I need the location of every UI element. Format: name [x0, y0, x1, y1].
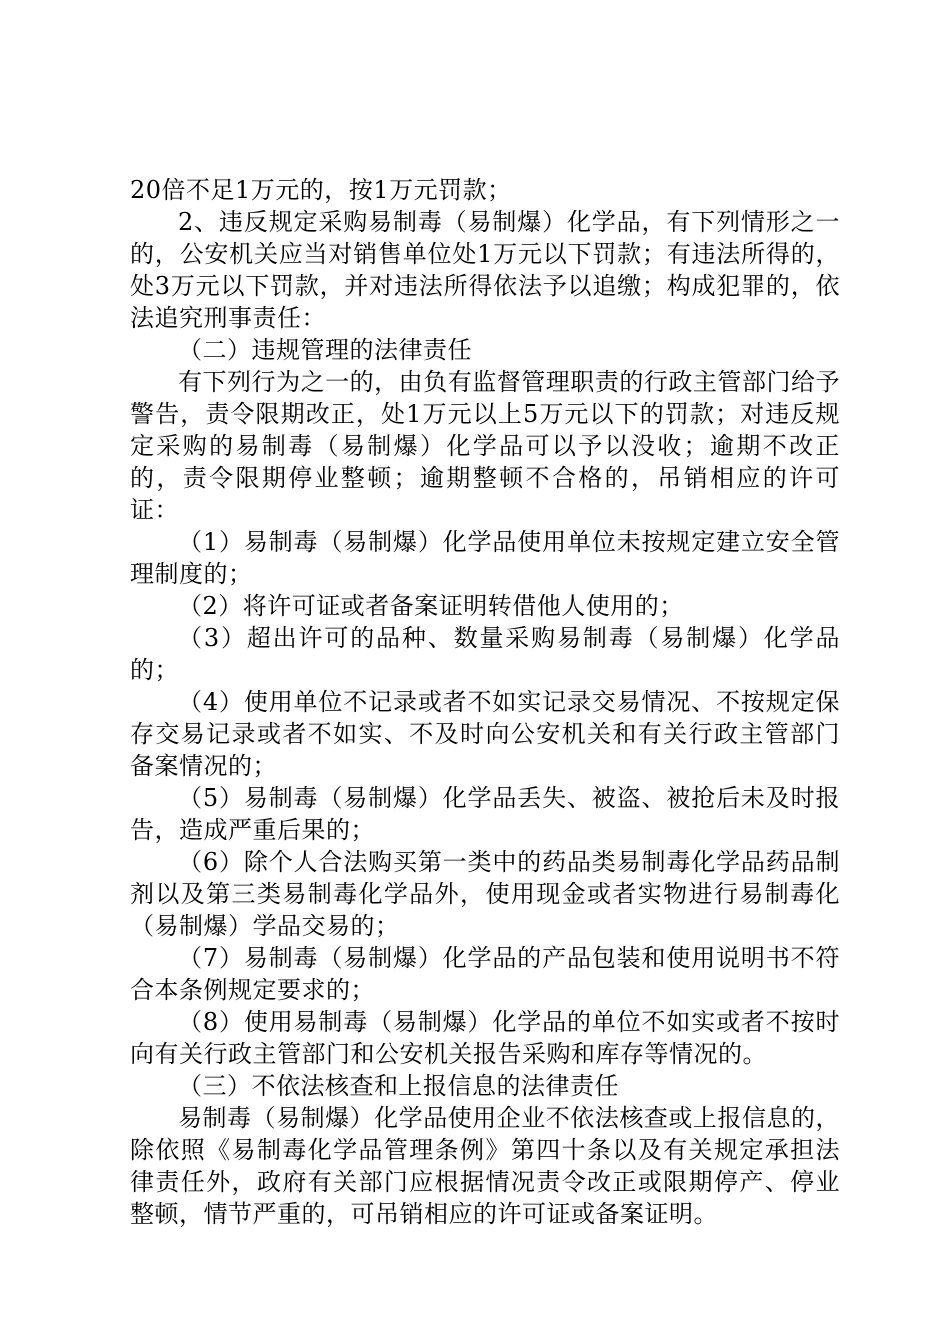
- list-item-3: （3）超出许可的品种、数量采购易制毒（易制爆）化学品的；: [130, 624, 840, 684]
- list-item-6: （6）除个人合法购买第一类中的药品类易制毒化学品药品制剂以及第三类易制毒化学品外，使用现金或者实物进行易制毒化（易制爆）学品交易的；: [130, 848, 840, 940]
- paragraph-continuation: 20倍不足1万元的，按1万元罚款；: [130, 176, 512, 204]
- list-item-1: （1）易制毒（易制爆）化学品使用单位未按规定建立安全管理制度的；: [130, 528, 840, 588]
- paragraph-intro: 有下列行为之一的，由负有监督管理职责的行政主管部门给予警告，责令限期改正，处1万元以上5万元以下的罚款；对违反规定采购的易制毒（易制爆）化学品可以予以没收；逾期不改正的，责令限期停业整顿；逾期整顿不合格的，吊销相应的许可证：: [130, 368, 840, 524]
- section-heading-3: （三）不依法核查和上报信息的法律责任: [178, 1072, 619, 1100]
- list-item-8: （8）使用易制毒（易制爆）化学品的单位不如实或者不按时向有关行政主管部门和公安机关报告采购和库存等情况的。: [130, 1008, 840, 1068]
- paragraph-item-2: 2、违反规定采购易制毒（易制爆）化学品，有下列情形之一的，公安机关应当对销售单位处1万元以下罚款；有违法所得的，处3万元以下罚款，并对违法所得依法予以追缴；构成犯罪的，依法追究刑事责任：: [130, 208, 840, 332]
- section-heading-2: （二）违规管理的法律责任: [178, 336, 472, 364]
- list-item-5: （5）易制毒（易制爆）化学品丢失、被盗、被抢后未及时报告，造成严重后果的；: [130, 784, 840, 844]
- list-item-2: （2）将许可证或者备案证明转借他人使用的；: [178, 592, 684, 620]
- document-body: [130, 174, 840, 1230]
- paragraph-final: 易制毒（易制爆）化学品使用企业不依法核查或上报信息的，除依照《易制毒化学品管理条例》第四十条以及有关规定承担法律责任外，政府有关部门应根据情况责令改正或限期停产、停业整顿，情节严重的，可吊销相应的许可证或备案证明。: [130, 1104, 840, 1228]
- list-item-4: （4）使用单位不记录或者不如实记录交易情况、不按规定保存交易记录或者不如实、不及时向公安机关和有关行政主管部门备案情况的；: [130, 688, 840, 780]
- list-item-7: （7）易制毒（易制爆）化学品的产品包装和使用说明书不符合本条例规定要求的；: [130, 944, 840, 1004]
